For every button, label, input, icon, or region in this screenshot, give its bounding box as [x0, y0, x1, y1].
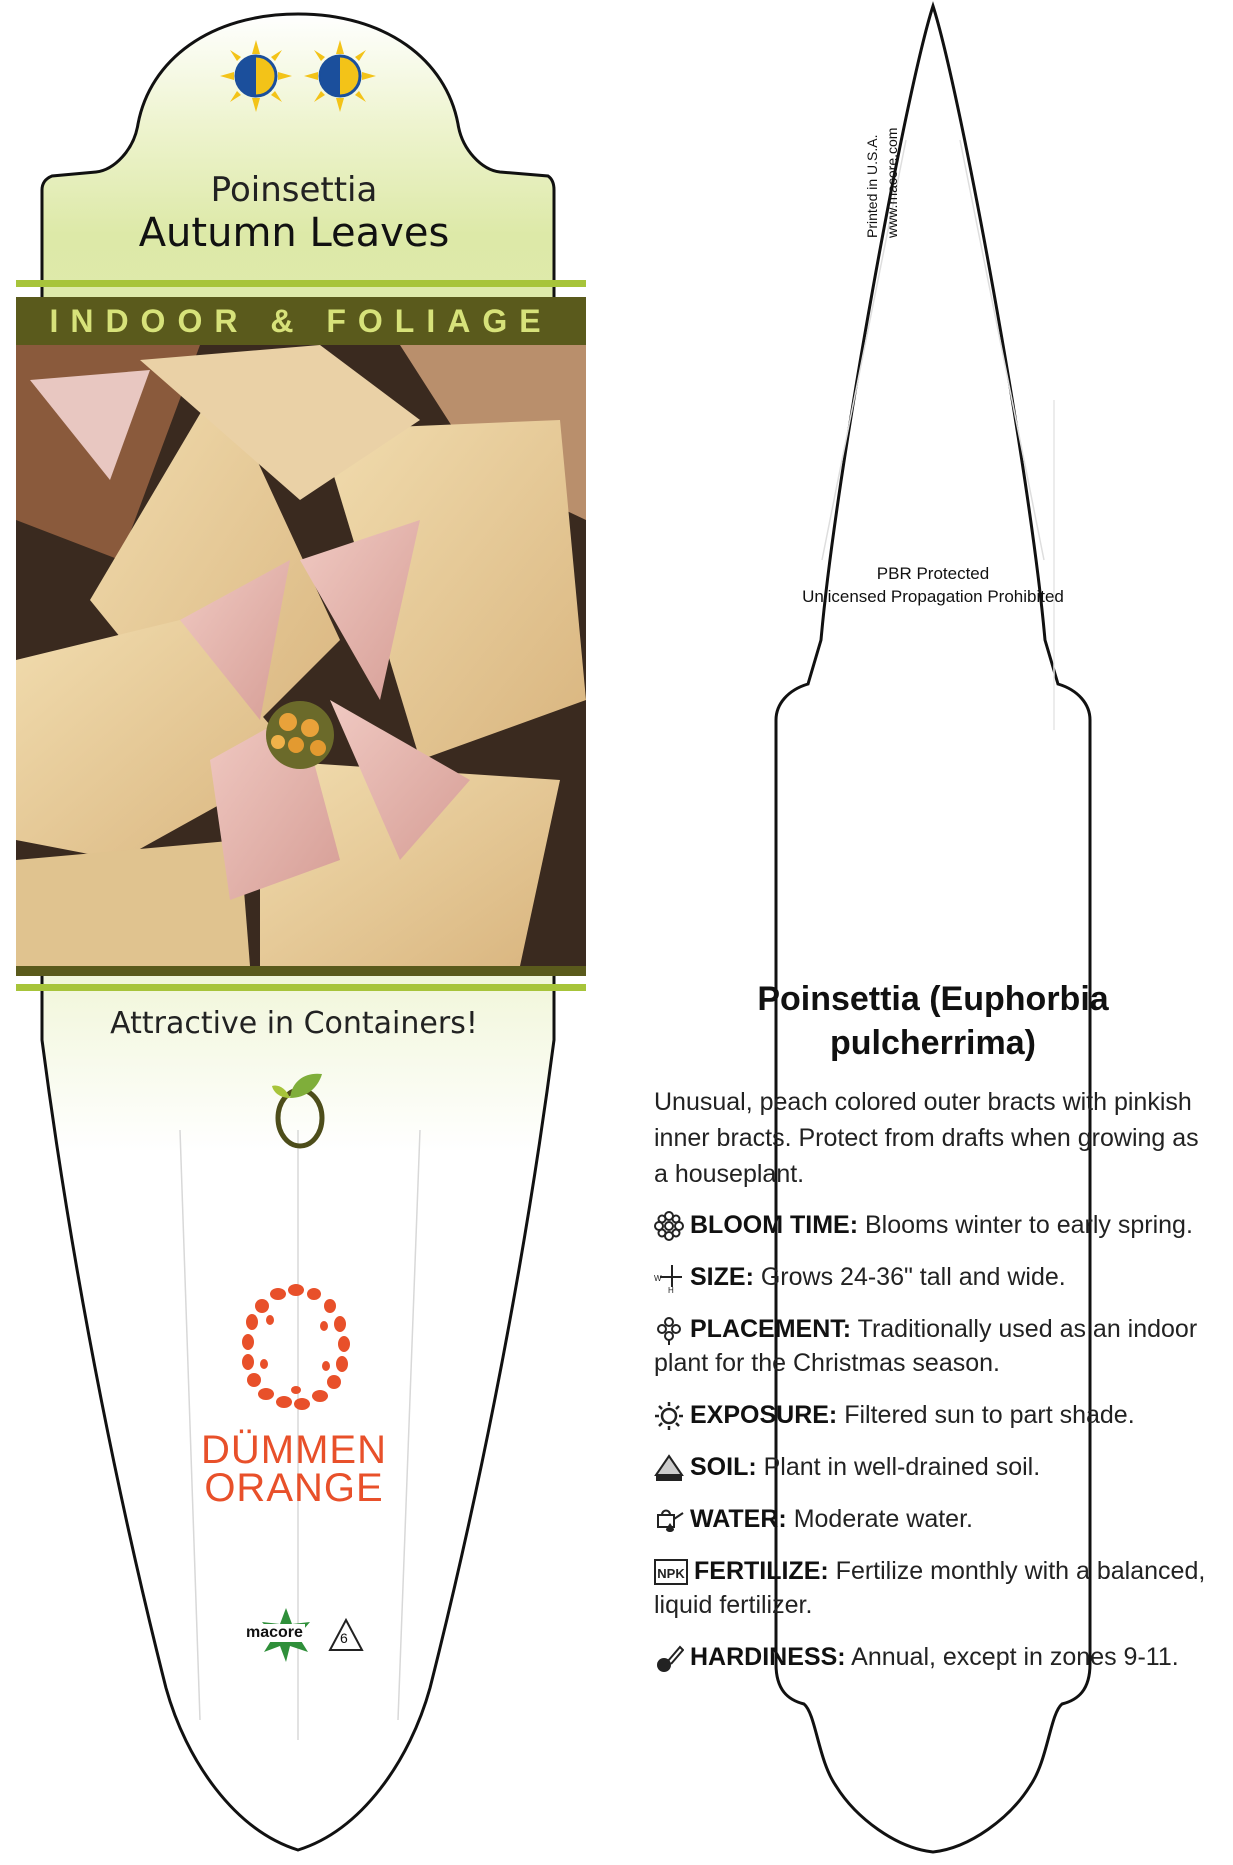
care-label: SOIL:: [690, 1453, 757, 1481]
soil-icon: [654, 1453, 684, 1483]
size-icon: [654, 1263, 684, 1293]
common-name: Poinsettia: [210, 170, 378, 210]
care-label: HARDINESS:: [690, 1643, 846, 1671]
bottom-lime-stripe: [16, 984, 586, 991]
care-text: Filtered sun to part shade.: [844, 1401, 1135, 1429]
plant-photo: [16, 345, 586, 966]
variety-name: Autumn Leaves: [138, 210, 450, 256]
back-title-line1: Poinsettia (Euphorbia: [757, 980, 1109, 1018]
brand-name-line2: ORANGE: [204, 1466, 384, 1510]
care-water: [654, 1502, 1214, 1536]
care-label: PLACEMENT:: [690, 1315, 852, 1343]
printer-name: macore: [246, 1624, 303, 1641]
description: Unusual, peach colored outer bracts with pinkish inner bracts. Protect from drafts when growing as a houseplant.: [654, 1088, 1199, 1188]
category-label: INDOOR & FOLIAGE: [49, 303, 553, 339]
watering-can-icon: [654, 1505, 684, 1535]
care-exposure: [654, 1398, 1214, 1432]
svg-text:W: W: [654, 1274, 662, 1284]
care-text: Blooms winter to early spring.: [864, 1211, 1193, 1239]
care-soil: [654, 1450, 1214, 1484]
brand-name-line1: DÜMMEN: [201, 1428, 387, 1472]
care-label: SIZE:: [690, 1263, 754, 1291]
care-size: [654, 1260, 1214, 1294]
back-title-line2: pulcherrima): [830, 1024, 1036, 1062]
sun-icon: [654, 1401, 684, 1431]
care-label: EXPOSURE:: [690, 1401, 838, 1429]
care-label: BLOOM TIME:: [690, 1211, 859, 1239]
svg-text:H: H: [668, 1286, 674, 1294]
care-hardiness: [654, 1640, 1214, 1674]
seed-logo-icon: [266, 1064, 336, 1154]
care-fertilize: [654, 1554, 1214, 1622]
printed-in: Printed in U.S.A.: [864, 134, 880, 238]
thermometer-icon: [654, 1643, 684, 1673]
pbr-line1: PBR Protected: [876, 564, 990, 583]
care-label: FERTILIZE:: [694, 1557, 829, 1585]
sun-part-shade-icon: [304, 40, 376, 112]
sun-part-shade-icon: [220, 40, 292, 112]
care-label: WATER:: [690, 1505, 787, 1533]
top-lime-stripe: [16, 280, 586, 287]
flower-icon: [654, 1211, 684, 1241]
recycle-code: 6: [340, 1630, 348, 1646]
sun-icons: [220, 40, 380, 116]
pbr-line2: Unlicensed Propagation Prohibited: [802, 587, 1064, 606]
care-text: Traditionally used as an indoor plant for the Christmas season.: [654, 1315, 1198, 1377]
npk-icon: NPK: [654, 1559, 688, 1585]
care-text: Grows 24-36" tall and wide.: [760, 1263, 1066, 1291]
placement-icon: [654, 1315, 684, 1345]
dummen-orange-ring-icon: [236, 1280, 356, 1420]
care-bloom-time: [654, 1208, 1214, 1242]
care-text: Annual, except in zones 9-11.: [851, 1643, 1179, 1671]
care-text: Plant in well-drained soil.: [763, 1453, 1041, 1481]
website: www.macore.com: [884, 127, 900, 238]
printer-logo: [244, 1606, 374, 1666]
care-text: Fertilize monthly with a balanced, liquid fertilizer.: [654, 1557, 1206, 1619]
tagline: Attractive in Containers!: [110, 1006, 478, 1041]
care-text: Moderate water.: [793, 1505, 973, 1533]
bottom-olive-stripe: [16, 966, 586, 976]
care-placement: [654, 1312, 1214, 1380]
